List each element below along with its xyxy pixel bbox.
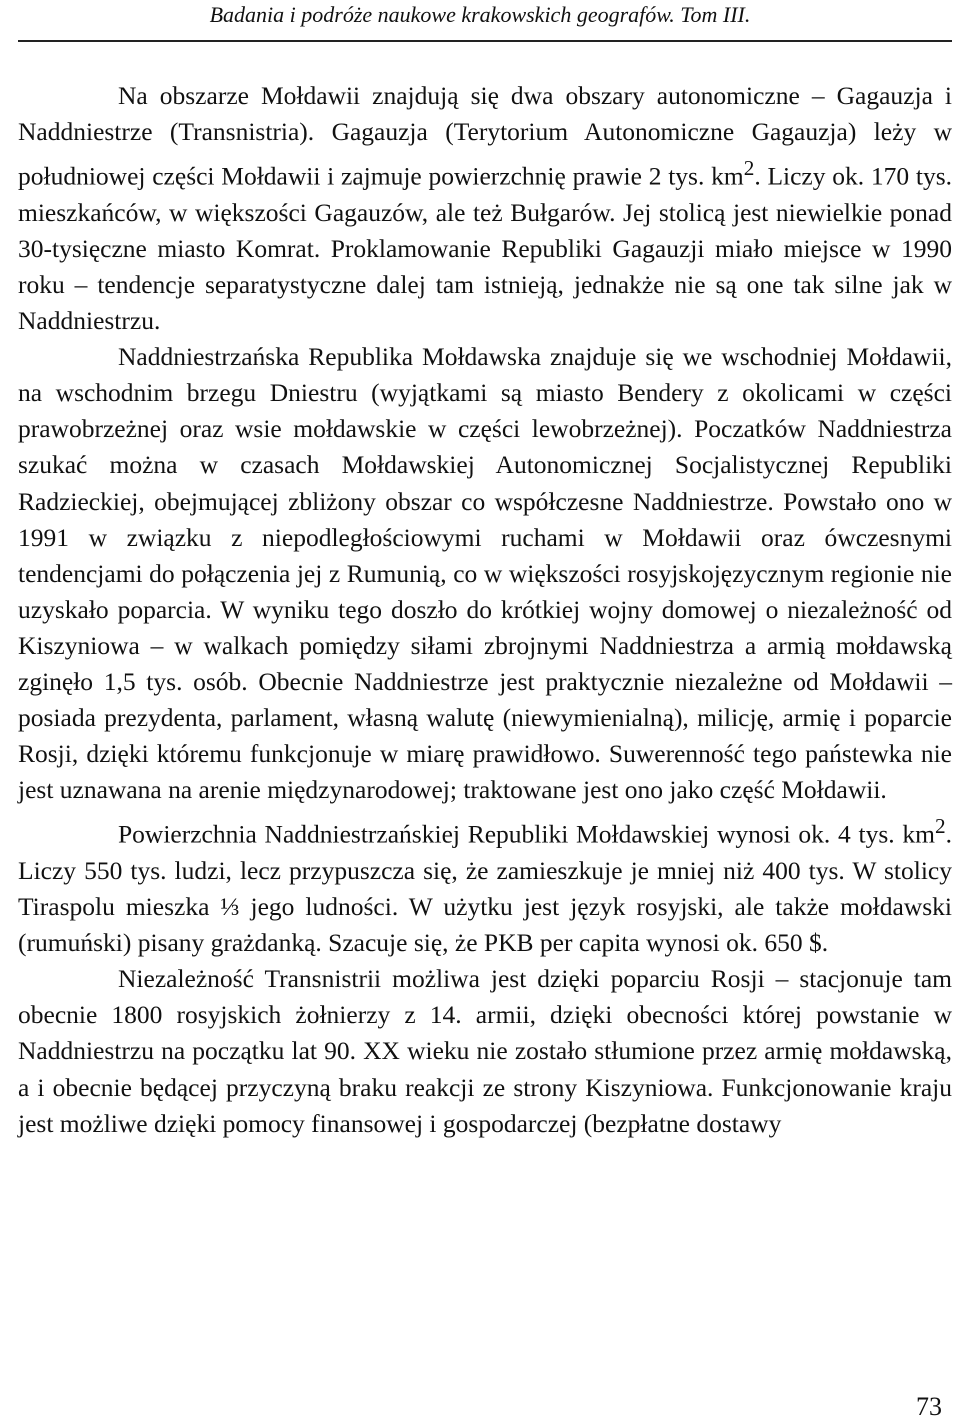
- paragraph-niezaleznosc: [18, 961, 952, 1141]
- paragraph-text-tail: . Liczy 550 tys. ludzi, lecz przypuszcza się, że zamieszkuje je mniej niż 400 tys. W stolicy Tiraspolu mieszka ⅓ jego ludności. W użytku jest język rosyjski, ale także mołdawski (rumuński) pisany grażdanką. Szacuje się, że PKB per capita wynosi ok. 650 $.: [18, 819, 952, 958]
- page-number: 73: [916, 1392, 942, 1421]
- paragraph-text: Naddniestrzańska Republika Mołdawska znajduje się we wschodniej Mołdawii, na wschodnim brzegu Dniestru (wyjątkami są miasto Bendery z okolicami w części prawobrzeżnej oraz wsie mołdawskie w części lewobrzeżnej). Poczatków Naddniestrza szukać można w czasach Mołdawskiej Autonomicznej Socjalistycznej Republiki Radzieckiej, obejmującej zbliżony obszar co współczesne Naddniestrze. Powstało ono w 1991 w związku z niepodległościowymi ruchami w Mołdawii oraz ówczesnymi tendencjami do połączenia jej z Rumunią, co w większości rosyjskojęzycznym regionie nie uzyskało poparcia. W wyniku tego doszło do krótkiej wojny domowej o niezależność od Kiszyniowa – w walkach pomiędzy siłami zbrojnymi Naddniestrza a armią mołdawską zginęło 1,5 tys. osób. Obecnie Naddniestrze jest praktycznie niezależne od Mołdawii – posiada prezydenta, parlament, własną walutę (niewymienialną), milicję, armię i poparcie Rosji, dzięki któremu funkcjonuje w miarę prawidłowo. Suwerenność tego państewka nie jest uznawana na arenie międzynarodowej; traktowane jest ono jako część Mołdawii.: [18, 342, 952, 805]
- paragraph-gagauzja: [18, 78, 952, 339]
- paragraph-text-tail: . Liczy ok. 170 tys. mieszkańców, w większości Gagauzów, ale też Bułgarów. Jej stolicą jest niewielkie ponad 30-tysięczne miasto Komrat. Proklamowanie Republiki Gagauzji miało miejsce w 1990 roku – tendencje separatystyczne dalej tam istnieją, jednakże nie są one tak silne jak w Naddniestrzu.: [18, 161, 952, 336]
- body-text: [18, 78, 952, 1142]
- superscript: 2: [935, 814, 946, 839]
- header-rule: [18, 40, 952, 42]
- paragraph-naddniestrze: [18, 339, 952, 808]
- paragraph-text: Niezależność Transnistrii możliwa jest dzięki poparciu Rosji – stacjonuje tam obecnie 1800 rosyjskich żołnierzy z 14. armii, dzięki obecności której powstanie w Naddniestrzu na początku lat 90. XX wieku nie zostało stłumione przez armię mołdawską, a i obecnie będącej przyczyną braku reakcji ze strony Kiszyniowa. Funkcjonowanie kraju jest możliwe dzięki pomocy finansowej i gospodarczej (bezpłatne dostawy: [18, 964, 952, 1138]
- superscript: 2: [743, 156, 755, 181]
- running-header: Badania i podróże naukowe krakowskich geografów. Tom III.: [209, 2, 751, 27]
- paragraph-powierzchnia: [18, 808, 952, 961]
- paragraph-text: Powierzchnia Naddniestrzańskiej Republiki Mołdawskiej wynosi ok. 4 tys. km: [118, 819, 935, 849]
- paragraph-text: Na obszarze Mołdawii znajdują się dwa obszary autonomiczne – Gagauzja i Naddniestrze (Transnistria). Gagauzja (Terytorium Autonomiczne Gagauzja) leży w południowej części Mołdawii i zajmuje powierzchnię prawie 2 tys. km: [18, 81, 952, 191]
